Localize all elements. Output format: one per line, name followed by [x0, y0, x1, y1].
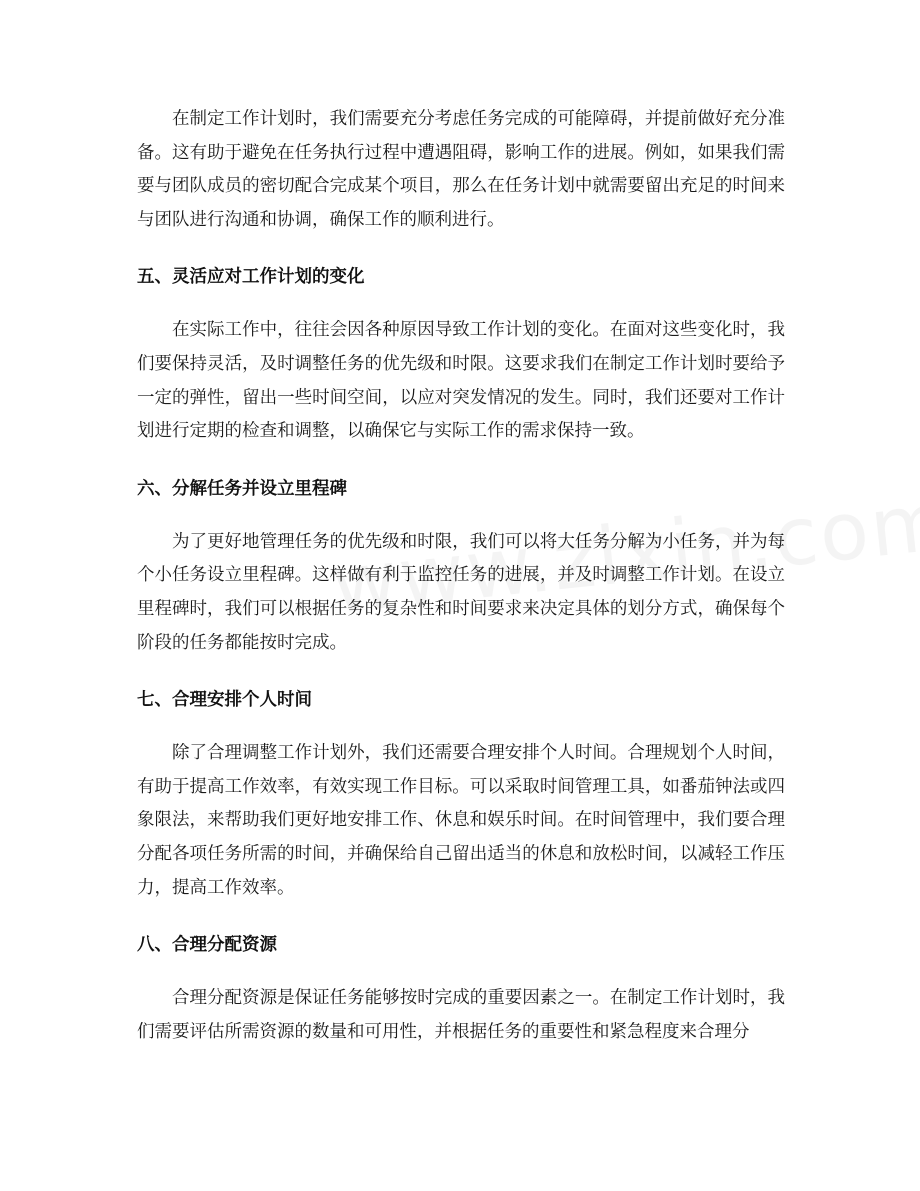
intro-paragraph: 在制定工作计划时，我们需要充分考虑任务完成的可能障碍，并提前做好充分准备。这有助于避免在任务执行过程中遭遇阻碍，影响工作的进展。例如，如果我们需要与团队成员的密切配合完成某个项目，那么在任务计划中就需要留出充足的时间来与团队进行沟通和协调，确保工作的顺利进行。: [137, 109, 785, 230]
section-heading-7: 七、合理安排个人时间: [137, 690, 312, 711]
spacer: [137, 660, 785, 685]
section-heading-8: 八、合理分配资源: [137, 935, 277, 956]
section-paragraph-7: 除了合理调整工作计划外，我们还需要合理安排个人时间。合理规划个人时间，有助于提高工作效率，有效实现工作目标。可以采取时间管理工具，如番茄钟法或四象限法，来帮助我们更好地安排工作、休息和娱乐时间。在时间管理中，我们要合理分配各项任务所需的时间，并确保给自己留出适当的休息和放松时间，以减轻工作压力，提高工作效率。: [137, 743, 785, 898]
spacer: [137, 715, 785, 737]
spacer: [137, 292, 785, 314]
spacer: [137, 449, 785, 474]
section-paragraph-8: 合理分配资源是保证任务能够按时完成的重要因素之一。在制定工作计划时，我们需要评估所需资源的数量和可用性，并根据任务的重要性和紧急程度来合理分: [137, 988, 785, 1042]
section-heading-5: 五、灵活应对工作计划的变化: [137, 267, 365, 288]
section-paragraph-5: 在实际工作中，往往会因各种原因导致工作计划的变化。在面对这些变化时，我们要保持灵活，及时调整任务的优先级和时限。这要求我们在制定工作计划时要给予一定的弹性，留出一些时间空间，以应对突发情况的发生。同时，我们还要对工作计划进行定期的检查和调整，以确保它与实际工作的需求保持一致。: [137, 320, 785, 442]
spacer: [137, 504, 785, 526]
document-body: [137, 103, 785, 1049]
spacer: [137, 905, 785, 930]
spacer: [137, 960, 785, 982]
section-paragraph-6: 为了更好地管理任务的优先级和时限，我们可以将大任务分解为小任务，并为每个小任务设立里程碑。这样做有利于监控任务的进展，并及时调整工作计划。在设立里程碑时，我们可以根据任务的复杂性和时间要求来决定具体的划分方式，确保每个阶段的任务都能按时完成。: [137, 531, 785, 653]
spacer: [137, 237, 785, 262]
section-heading-6: 六、分解任务并设立里程碑: [137, 478, 347, 499]
